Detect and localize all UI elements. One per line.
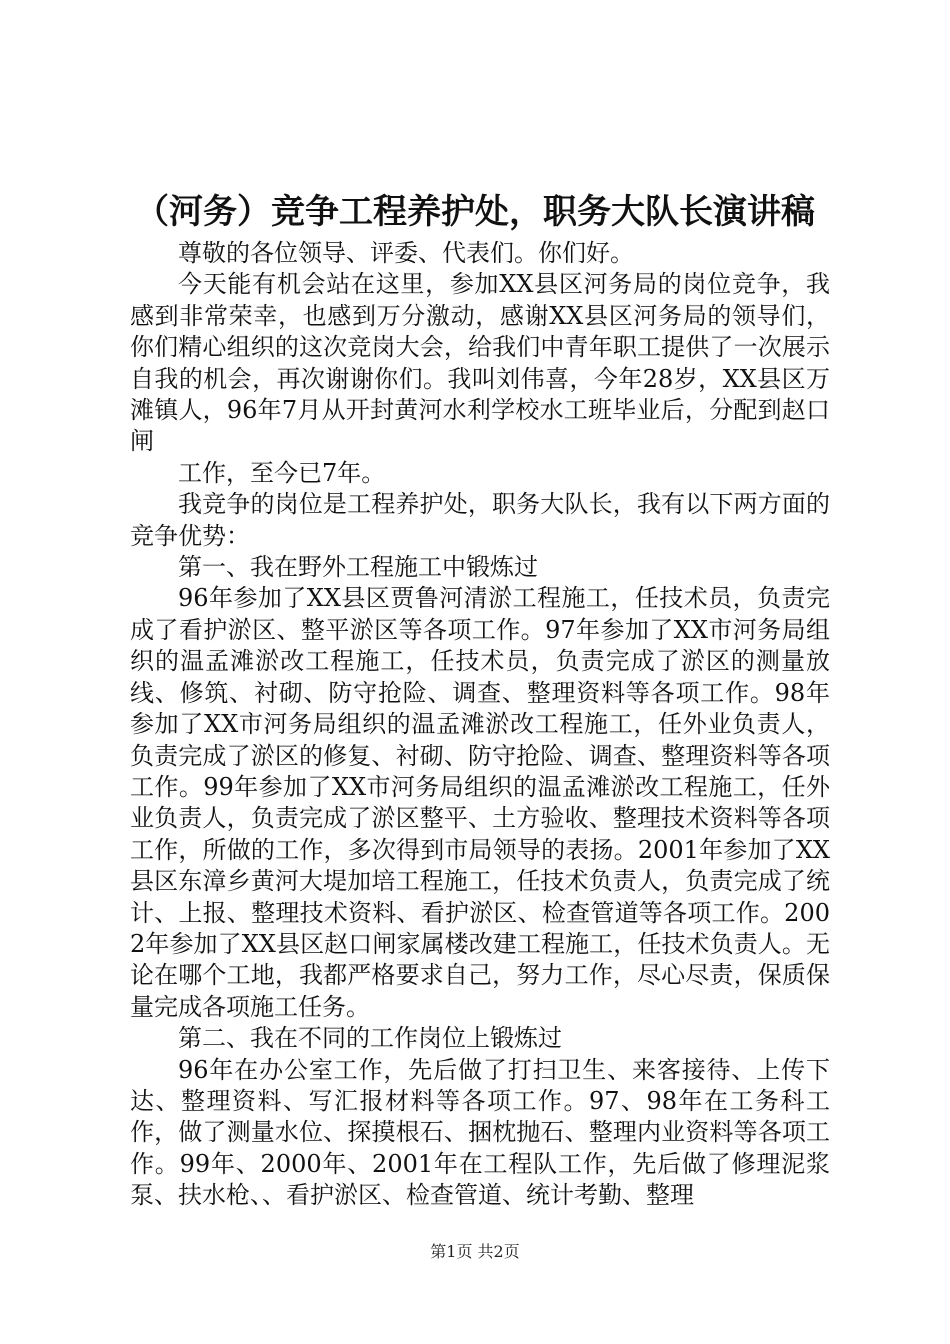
- paragraph-introduction: 今天能有机会站在这里，参加XX县区河务局的岗位竞争，我感到非常荣幸，也感到万分激动，感谢XX县区河务局的领导们，你们精心组织的这次竞岗大会，给我们中青年职工提供了一次展示自我的机会，再次谢谢你们。我叫刘伟喜，今年28岁，XX县区万滩镇人，96年7月从开封黄河水利学校水工班毕业后，分配到赵口闸: [130, 270, 830, 456]
- document-title: （河务）竞争工程养护处，职务大队长演讲稿: [135, 192, 815, 232]
- paragraph-field-experience: 96年参加了XX县区贾鲁河清淤工程施工，任技术员，负责完成了看护淤区、整平淤区等各项工作。97年参加了XX市河务局组织的温孟滩淤改工程施工，任技术员，负责完成了淤区的测量放线、修筑、衬砌、防守抢险、调查、整理资料等各项工作。98年参加了XX市河务局组织的温孟滩淤改工程施工，任外业负责人，负责完成了淤区的修复、衬砌、防守抢险、调查、整理资料等各项工作。99年参加了XX市河务局组织的温孟滩淤改工程施工，任外业负责人，负责完成了淤区整平、土方验收、整理技术资料等各项工作，所做的工作，多次得到市局领导的表扬。2001年参加了XX县区东漳乡黄河大堤加培工程施工，任技术负责人，负责完成了统计、上报、整理技术资料、看护淤区、检查管道等各项工作。2002年参加了XX县区赵口闸家属楼改建工程施工，任技术负责人。无论在哪个工地，我都严格要求自己，努力工作，尽心尽责，保质保量完成各项施工任务。: [130, 584, 830, 1021]
- document-body: [130, 238, 830, 1212]
- paragraph-post-experience: 96年在办公室工作，先后做了打扫卫生、来客接待、上传下达、整理资料、写汇报材料等各项工作。97、98年在工务科工作，做了测量水位、探摸根石、捆枕抛石、整理内业资料等各项工作。99年、2000年、2001年在工程队工作，先后做了修理泥浆泵、扶水枪、、看护淤区、检查管道、统计考勤、整理: [130, 1055, 830, 1210]
- paragraph-position: 我竞争的岗位是工程养护处，职务大队长，我有以下两方面的竞争优势：: [130, 490, 830, 550]
- section-heading-first: 第一、我在野外工程施工中锻炼过: [178, 553, 538, 582]
- section-heading-second: 第二、我在不同的工作岗位上锻炼过: [178, 1024, 562, 1053]
- paragraph-work-years: 工作，至今已7年。: [178, 458, 386, 487]
- page-footer: 第1页 共2页: [430, 1242, 520, 1261]
- paragraph-greeting: 尊敬的各位领导、评委、代表们。你们好。: [178, 239, 634, 267]
